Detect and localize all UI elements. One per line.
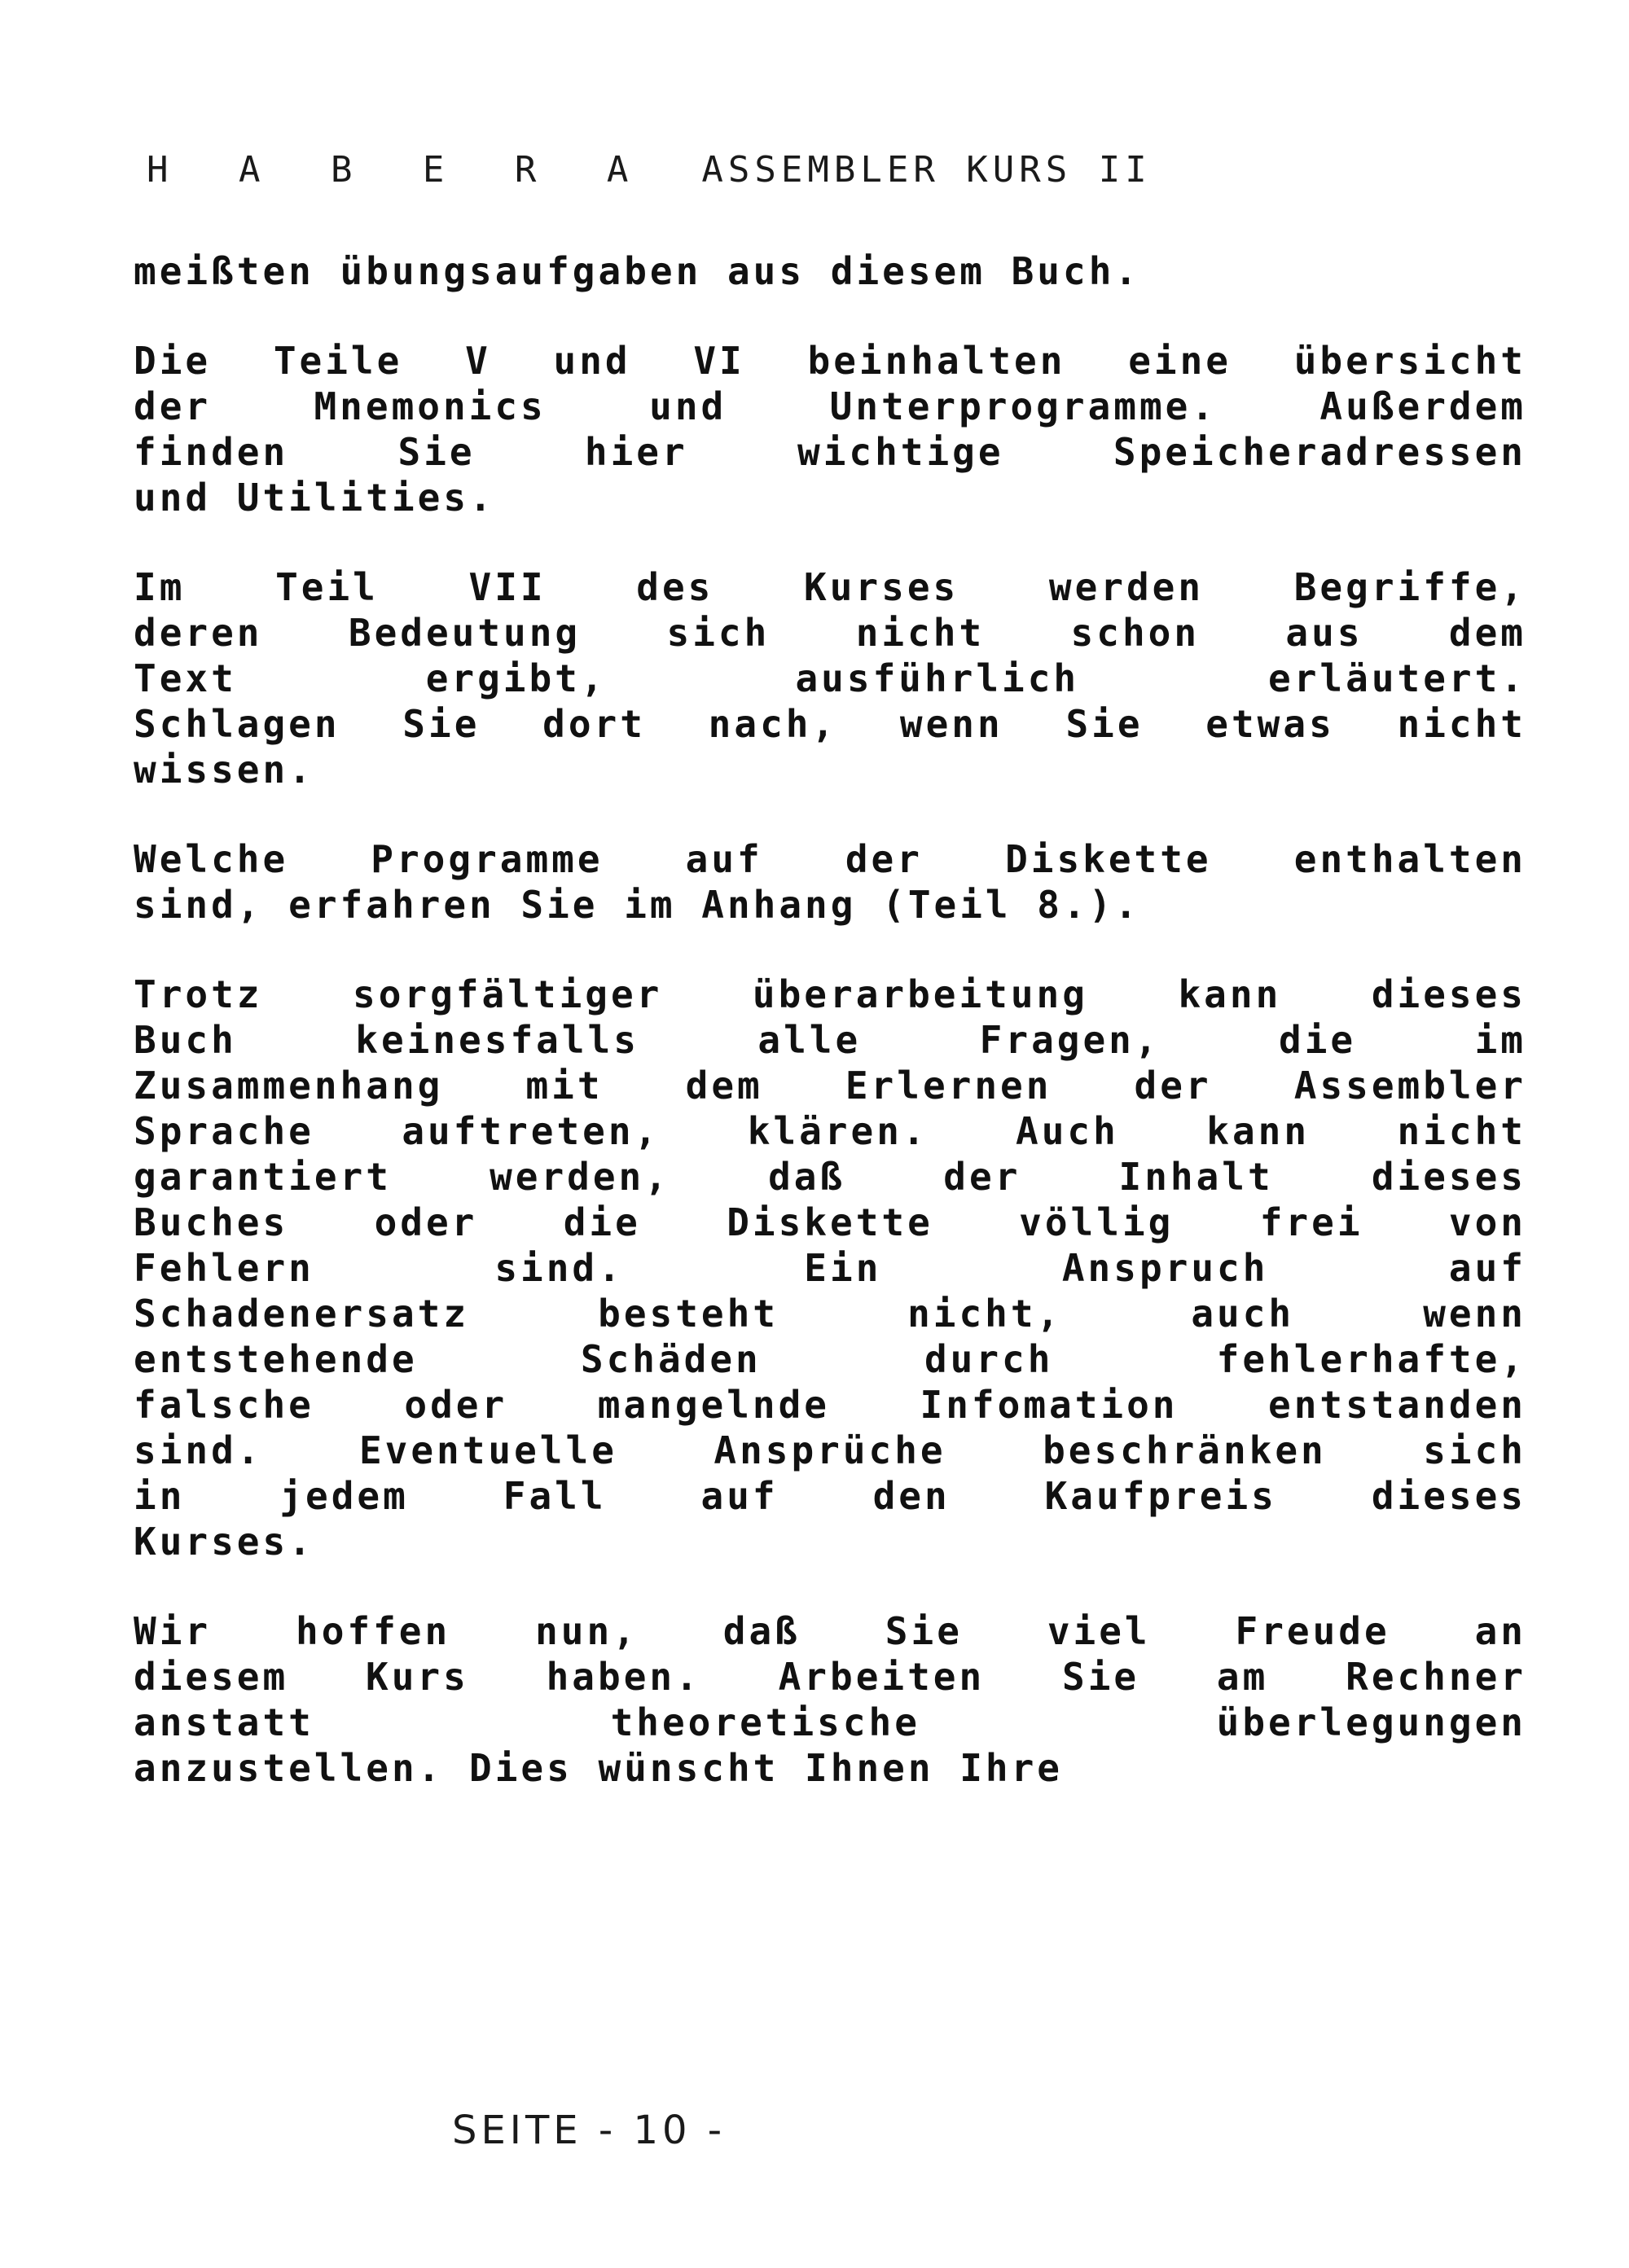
- text-line: Kurses.: [134, 1520, 314, 1564]
- text-line: Zusammenhang mit dem Erlernen der Assembler: [134, 1064, 1526, 1108]
- text-line: sind, erfahren Sie im Anhang (Teil 8.).: [134, 883, 1141, 927]
- text-line: in jedem Fall auf den Kaufpreis dieses: [134, 1474, 1526, 1518]
- text-line: Buches oder die Diskette völlig frei von: [134, 1200, 1526, 1244]
- text-line: Schlagen Sie dort nach, wenn Sie etwas nicht: [134, 702, 1526, 746]
- text-line: entstehende Schäden durch fehlerhafte,: [134, 1337, 1526, 1381]
- text-line: diesem Kurs haben. Arbeiten Sie am Rechner: [134, 1655, 1526, 1699]
- text-line: wissen.: [134, 748, 314, 792]
- text-line: deren Bedeutung sich nicht schon aus dem: [134, 611, 1526, 655]
- page-number: SEITE - 10 -: [452, 2108, 727, 2153]
- paragraph: [134, 338, 1526, 520]
- header-course-title: ASSEMBLER KURS II: [701, 149, 1152, 191]
- text-line: Buch keinesfalls alle Fragen, die im: [134, 1018, 1526, 1062]
- text-line: Im Teil VII des Kurses werden Begriffe,: [134, 565, 1526, 609]
- text-line: garantiert werden, daß der Inhalt dieses: [134, 1155, 1526, 1199]
- text-line: Sprache auftreten, klären. Auch kann nicht: [134, 1109, 1526, 1153]
- text-line: Welche Programme auf der Diskette enthalten: [134, 837, 1526, 881]
- text-line: finden Sie hier wichtige Speicheradressen: [134, 430, 1526, 474]
- text-line: Fehlern sind. Ein Anspruch auf: [134, 1246, 1526, 1290]
- text-line: falsche oder mangelnde Infomation entstanden: [134, 1383, 1526, 1427]
- text-line: Trotz sorgfältiger überarbeitung kann dieses: [134, 972, 1526, 1016]
- page-header: [94, 107, 1152, 191]
- text-line: meißten übungsaufgaben aus diesem Buch.: [134, 249, 1141, 293]
- text-line: der Mnemonics und Unterprogramme. Außerdem: [134, 384, 1526, 428]
- text-line: Text ergibt, ausführlich erläutert.: [134, 656, 1526, 700]
- paragraph: [134, 1608, 1526, 1791]
- paragraph: [134, 972, 1526, 1564]
- document-body: [134, 248, 1526, 1835]
- text-line: sind. Eventuelle Ansprüche beschränken sich: [134, 1428, 1526, 1472]
- paragraph: [134, 248, 1526, 294]
- paragraph: [134, 836, 1526, 928]
- text-line: Die Teile V und VI beinhalten eine übersicht: [134, 339, 1526, 383]
- text-line: Schadenersatz besteht nicht, auch wenn: [134, 1292, 1526, 1336]
- text-line: anzustellen. Dies wünscht Ihnen Ihre: [134, 1746, 1063, 1790]
- text-line: und Utilities.: [134, 476, 495, 520]
- text-line: anstatt theoretische überlegungen: [134, 1700, 1526, 1744]
- text-line: Wir hoffen nun, daß Sie viel Freude an: [134, 1609, 1526, 1653]
- header-brand: H A B E R A: [146, 149, 653, 191]
- paragraph: [134, 564, 1526, 792]
